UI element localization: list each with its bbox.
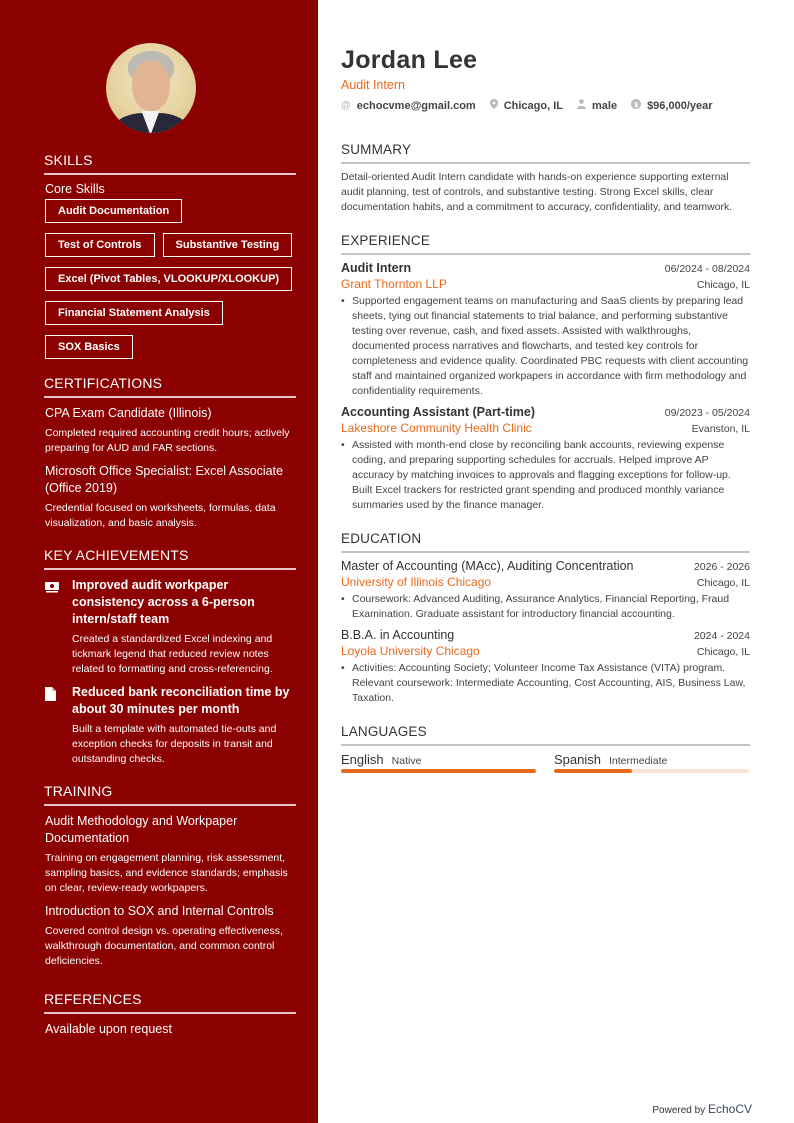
references-text: Available upon request [45,1022,172,1036]
skill-chip: Financial Statement Analysis [45,301,223,325]
section-title: SUMMARY [341,142,750,164]
cert-desc: Completed required accounting credit hours; actively preparing for AUD and FAR sections. [45,427,290,454]
job-location: Evanston, IL [691,423,750,435]
company-name: Lakeshore Community Health Clinic [341,421,532,435]
job-location: Chicago, IL [696,279,750,291]
training-desc: Covered control design vs. operating effectiveness, walkthrough documentation, and common control deficiencies. [45,925,283,967]
bullet-text: Assisted with month-end close by reconciling bank accounts, reviewing expense coding, and preparing supporting schedules for accruals. Helped improve AP accuracy by matching invoices to approvals and flagging exceptions for follow-up. Built Excel trackers for restricted grant spending and produced monthly variance summaries used by the finance manager. [352,439,731,511]
experience-section [341,233,750,513]
certifications-section [45,375,296,531]
main-content [341,0,750,773]
job-bullet: • Assisted with month-end close by reconciling bank accounts, reviewing expense coding, and preparing supporting schedules for accruals. Helped improve AP accuracy by matching invoices to approvals and flagging exceptions for follow-up. Built Excel trackers for restricted grant spending and produced monthly variance summaries used by the finance manager. [341,438,750,513]
experience-entry [341,405,750,513]
language-progress-bar [554,769,749,773]
powered-by-footer [652,1102,752,1116]
language-level: Native [391,755,422,767]
contact-salary: $96,000/year [647,99,713,112]
summary-text: Detail-oriented Audit Intern candidate with hands-on experience supporting external audit planning, test of controls, and substantive testing. Strong Excel skills, clear documentation habits, and a commitment to accuracy, confidentiality, and teamwork. [341,171,733,213]
degree-title: Master of Accounting (MAcc), Auditing Concentration [341,559,634,573]
job-bullet: • Supported engagement teams on manufacturing and SaaS clients by preparing lead sheets, tying out financial statements to trial balance, and performing substantive testing over revenue, cash, and fixed assets. Assisted with walkthroughs, documented process narratives and flowcharts, and tested key controls for completeness and evidence quality. Coordinated PBC requests with client accounting staff and maintained organized workpapers in accordance with firm methodology and confidentiality requirements. [341,295,749,397]
skill-chip: Audit Documentation [45,199,182,223]
bullet-text: Activities: Accounting Society; Volunteer Income Tax Assistance (VITA) program. Relevant coursework: Intermediate Accounting, Cost Accounting, AIS, Business Law, Taxation. [352,662,746,704]
training-item [45,813,296,896]
job-title: Accounting Assistant (Part-time) [341,405,536,419]
section-title: CERTIFICATIONS [44,375,296,398]
education-bullet: • Coursework: Advanced Auditing, Assurance Analytics, Financial Reporting, Fraud Examination. Graduate assistant for introductory financial accounting. [341,592,750,622]
company-name: Grant Thornton LLP [341,277,447,291]
achievement-title: Improved audit workpaper consistency across a 6-person intern/staff team [72,578,255,626]
cert-item [45,463,296,531]
achievement-item [45,577,296,677]
language-progress-fill [554,769,632,773]
footer-prefix: Powered by [652,1105,706,1116]
person-icon [577,99,586,112]
school-name: Loyola University Chicago [341,644,480,658]
training-section [45,783,296,969]
school-location: Chicago, IL [696,577,750,589]
education-entry [341,628,750,706]
language-item [554,752,749,773]
brand-link[interactable]: EchoCV [707,1102,752,1116]
achievements-section [45,547,296,767]
section-title: EXPERIENCE [341,233,750,255]
education-entry [341,559,750,622]
section-title: REFERENCES [44,991,296,1014]
skills-subtitle: Core Skills [45,182,105,196]
achievement-item [45,684,296,767]
achievement-title: Reduced bank reconciliation time by about 30 minutes per month [72,685,290,716]
language-progress-fill [341,769,536,773]
svg-text:$: $ [633,101,639,109]
references-section [45,991,296,1036]
bullet-text: Coursework: Advanced Auditing, Assurance Analytics, Financial Reporting, Fraud Examination. Graduate assistant for introductory financial accounting. [352,593,730,620]
section-title: KEY ACHIEVEMENTS [44,547,296,570]
training-name: Audit Methodology and Workpaper Documentation [45,814,238,845]
bullet-text: Supported engagement teams on manufacturing and SaaS clients by preparing lead sheets, tying out financial statements to trial balance, and performing substantive testing over revenue, cash, and fixed assets. Assisted with walkthroughs, documented process narratives and flowcharts, and tested key controls for completeness and evidence quality. Coordinated PBC requests with client accounting staff and maintained organized workpapers in accordance with firm methodology and confidentiality requirements. [352,295,749,397]
job-title: Audit Intern [341,261,412,275]
education-section [341,531,750,706]
skill-chip: Substantive Testing [163,233,293,257]
dollar-icon [631,99,641,112]
avatar [106,43,196,133]
education-bullet: • Activities: Accounting Society; Volunteer Income Tax Assistance (VITA) program. Relevant coursework: Intermediate Accounting, Cost Accounting, AIS, Business Law, Taxation. [341,661,750,706]
cert-item [45,405,296,456]
skill-chips [45,199,297,359]
avatar-container [25,0,276,133]
section-title: EDUCATION [341,531,750,553]
candidate-name: Jordan Lee [341,46,478,74]
school-location: Chicago, IL [696,646,750,658]
education-dates: 2026 - 2026 [693,561,750,573]
at-icon: @ [341,100,351,111]
cert-desc: Credential focused on worksheets, formulas, data visualization, and basic analysis. [45,502,276,529]
cash-icon [45,577,72,677]
languages-section [341,724,750,773]
skills-section [45,152,296,359]
contact-row [341,99,750,112]
section-title: SKILLS [44,152,296,175]
cert-name: CPA Exam Candidate (Illinois) [45,406,212,420]
degree-title: B.B.A. in Accounting [341,628,455,642]
training-desc: Training on engagement planning, risk assessment, sampling basics, and evidence standards; emphasis on clear, review-ready workpapers. [45,852,288,894]
location-pin-icon [490,99,498,112]
language-progress-bar [341,769,536,773]
language-name: Spanish [554,752,601,767]
contact-location: Chicago, IL [503,99,563,112]
document-icon [45,684,72,767]
contact-gender: male [591,99,618,112]
language-item [341,752,536,773]
language-name: English [341,752,384,767]
experience-entry [341,261,750,399]
training-item [45,903,296,969]
education-dates: 2024 - 2024 [693,630,750,642]
job-dates: 06/2024 - 08/2024 [664,263,750,275]
skill-chip: Test of Controls [45,233,155,257]
school-name: University of Illinois Chicago [341,575,492,589]
achievement-desc: Created a standardized Excel indexing and tickmark legend that reduced review notes related to formatting and cross-referencing. [72,633,273,675]
skill-chip: Excel (Pivot Tables, VLOOKUP/XLOOKUP) [45,267,292,291]
summary-section [341,142,750,215]
training-name: Introduction to SOX and Internal Controls [45,904,274,918]
section-title: TRAINING [44,783,296,806]
job-dates: 09/2023 - 05/2024 [664,407,750,419]
achievement-desc: Built a template with automated tie-outs and exception checks for deposits in transit and outstanding checks. [72,723,277,765]
cert-name: Microsoft Office Specialist: Excel Associate (Office 2019) [45,464,284,495]
sidebar [0,0,318,1123]
languages-list [341,752,750,773]
language-level: Intermediate [608,755,668,767]
contact-email[interactable]: echocvme@gmail.com [356,99,476,112]
candidate-title: Audit Intern [341,78,405,92]
skill-chip: SOX Basics [45,335,133,359]
section-title: LANGUAGES [341,724,750,746]
